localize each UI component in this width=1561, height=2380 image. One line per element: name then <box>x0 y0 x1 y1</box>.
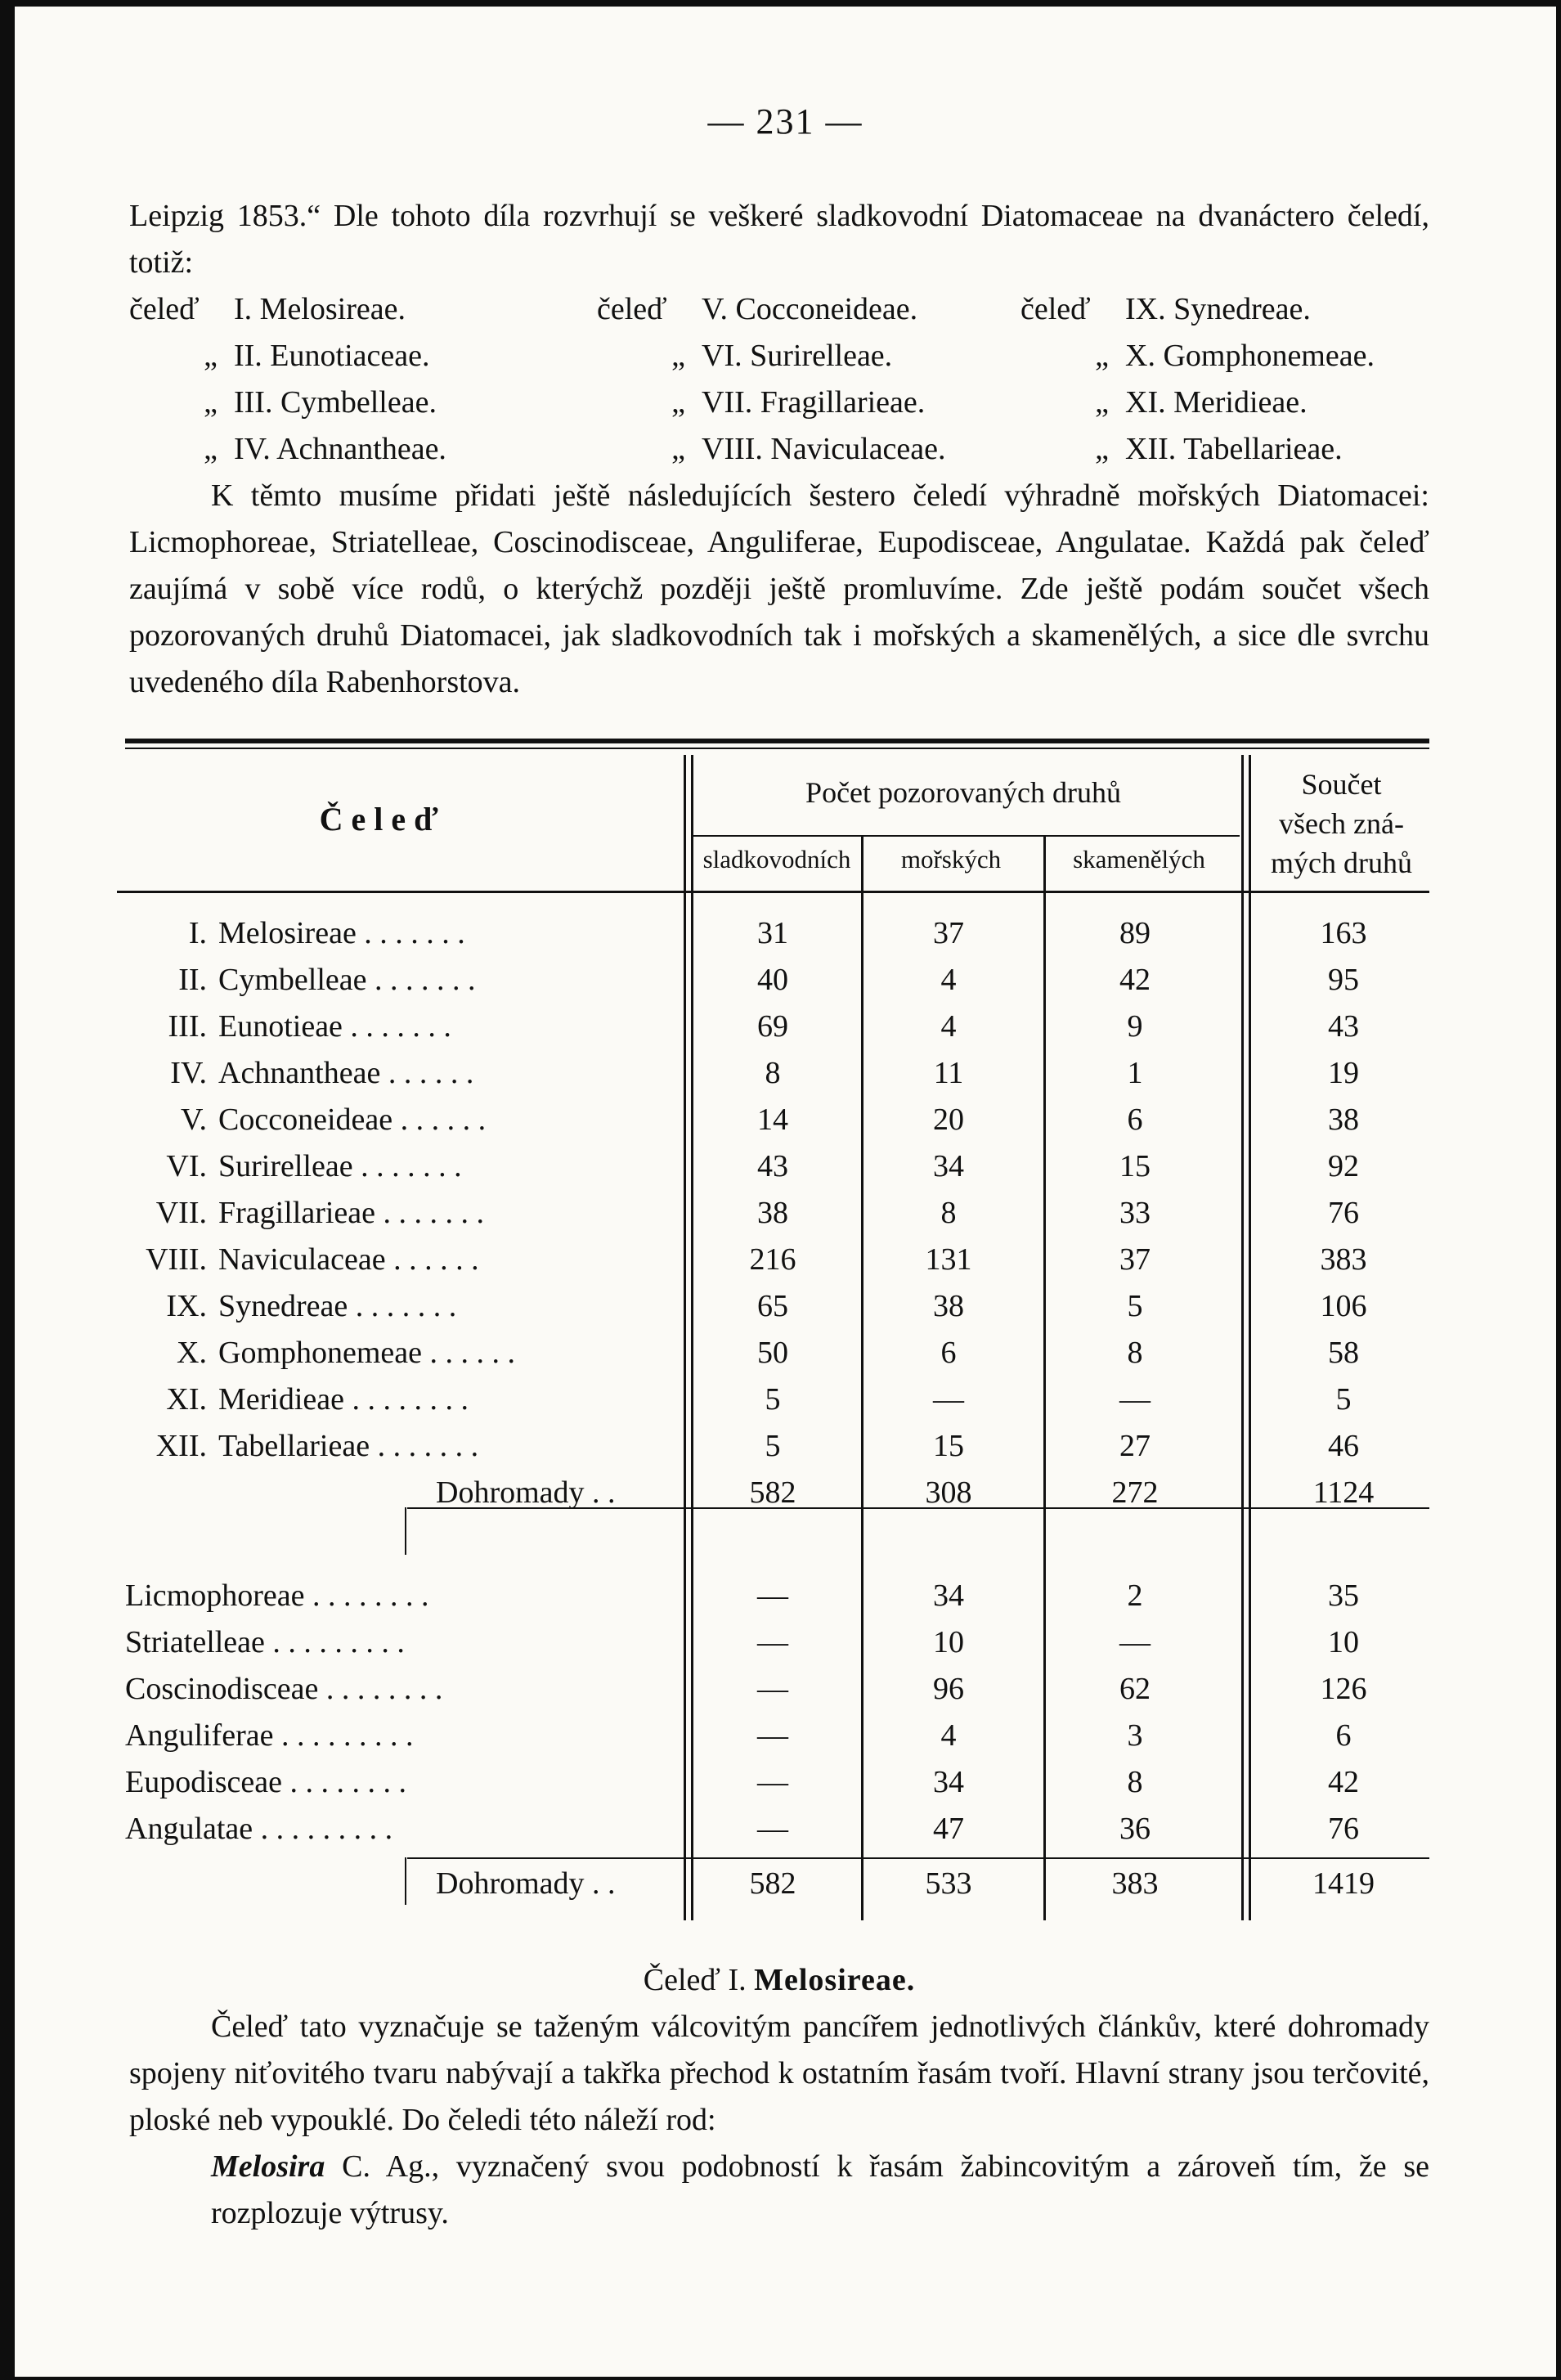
value-total: 58 <box>1328 1336 1359 1370</box>
family-entry <box>597 333 1020 379</box>
section-melosireae <box>129 1957 1429 2237</box>
value-freshwater: 5 <box>765 1429 781 1463</box>
value-marine: 47 <box>933 1812 964 1846</box>
value-freshwater: 216 <box>749 1242 796 1277</box>
family-name: VII. Fragillarieae. <box>702 385 926 420</box>
family-name: II. Eunotiaceae. <box>234 339 430 373</box>
value-fossil: 5 <box>1127 1289 1143 1323</box>
table-row <box>117 1423 1429 1470</box>
family-prefix: „ <box>204 339 218 373</box>
value-fossil: 37 <box>1119 1242 1151 1277</box>
value-fossil: 383 <box>1111 1866 1159 1901</box>
row-family-name: Angulatae . . . . . . . . . <box>125 1812 393 1846</box>
section-title <box>129 1957 1429 2004</box>
value-marine: 20 <box>933 1102 964 1137</box>
page-number: — 231 — <box>707 101 863 141</box>
value-total: 163 <box>1320 916 1367 950</box>
total2-rule <box>407 1857 1429 1859</box>
header-skamenelych: skamenělých <box>1073 845 1205 873</box>
intro-paragraph <box>129 193 1429 286</box>
family-entry <box>129 286 597 333</box>
value-total: 43 <box>1328 1009 1359 1044</box>
table-row <box>117 1097 1429 1143</box>
row-family-name: Cymbelleae . . . . . . . <box>218 963 476 997</box>
header-soucet-line3: mých druhů <box>1271 846 1412 879</box>
family-entry <box>597 286 1020 333</box>
value-freshwater: 582 <box>749 1866 796 1901</box>
row-family-name: Striatelleae . . . . . . . . . <box>125 1625 405 1659</box>
value-total: 46 <box>1328 1429 1359 1463</box>
row-number: XII. <box>155 1429 207 1463</box>
value-marine: 38 <box>933 1289 964 1323</box>
family-prefix: „ <box>671 432 685 466</box>
row-family-name: Licmophoreae . . . . . . . . <box>125 1578 429 1613</box>
header-pocet: Počet pozorovaných druhů <box>805 776 1121 809</box>
family-entry <box>129 333 597 379</box>
value-total: 95 <box>1328 963 1359 997</box>
family-entry <box>129 426 597 473</box>
value-fossil: 272 <box>1111 1475 1159 1510</box>
table-top-rule-thin <box>125 748 1429 749</box>
family-entry <box>1020 333 1429 379</box>
table-row-marine <box>117 1619 1429 1666</box>
table-row <box>117 1237 1429 1283</box>
value-fossil: 1 <box>1127 1056 1143 1090</box>
value-freshwater: — <box>757 1812 788 1846</box>
family-name: VI. Surirelleae. <box>702 339 893 373</box>
family-name: VIII. Naviculaceae. <box>702 432 946 466</box>
value-total: 10 <box>1328 1625 1359 1659</box>
book-page <box>15 7 1556 2377</box>
row-family-name: Naviculaceae . . . . . . <box>218 1242 479 1277</box>
header-celed: Č e l e ď <box>319 801 438 837</box>
family-name: X. Gomphonemeae. <box>1125 339 1375 373</box>
value-total: 383 <box>1320 1242 1367 1277</box>
table-row-marine <box>117 1573 1429 1619</box>
table-subheader-line <box>692 835 1240 837</box>
table-row <box>117 1050 1429 1097</box>
table-row-marine <box>117 1713 1429 1759</box>
value-freshwater: 8 <box>765 1056 781 1090</box>
row-family-name: Synedreae . . . . . . . <box>218 1289 457 1323</box>
row-number: X. <box>177 1336 207 1370</box>
table-row-marine <box>117 1666 1429 1713</box>
table-row <box>117 1376 1429 1423</box>
value-marine: 308 <box>925 1475 972 1510</box>
table-row <box>117 1004 1429 1050</box>
family-name: XI. Meridieae. <box>1125 385 1308 420</box>
value-freshwater: — <box>757 1672 788 1706</box>
family-row <box>129 286 1429 333</box>
family-prefix: čeleď <box>129 292 200 326</box>
family-row <box>129 379 1429 426</box>
value-total: 92 <box>1328 1149 1359 1183</box>
family-row <box>129 333 1429 379</box>
value-fossil: — <box>1119 1382 1151 1417</box>
section-title-name: Melosireae. <box>754 1963 916 1997</box>
row-family-name: Coscinodisceae . . . . . . . . <box>125 1672 443 1706</box>
value-total: 76 <box>1328 1196 1359 1230</box>
row-family-name: Achnantheae . . . . . . <box>218 1056 474 1090</box>
row-number: IX. <box>166 1289 207 1323</box>
table-top-rule <box>125 739 1429 743</box>
value-total: 38 <box>1328 1102 1359 1137</box>
family-entry <box>597 379 1020 426</box>
row-number: V. <box>180 1102 207 1137</box>
value-freshwater: — <box>757 1578 788 1613</box>
row-family-name: Meridieae . . . . . . . . <box>218 1382 469 1417</box>
table-row <box>117 1330 1429 1376</box>
value-marine: 8 <box>940 1196 957 1230</box>
value-freshwater: 65 <box>757 1289 788 1323</box>
value-fossil: 8 <box>1127 1765 1143 1799</box>
value-fossil: 27 <box>1119 1429 1151 1463</box>
value-fossil: 2 <box>1127 1578 1143 1613</box>
family-entry <box>1020 426 1429 473</box>
row-family-name: Melosireae . . . . . . . <box>218 916 465 950</box>
value-freshwater: 40 <box>757 963 788 997</box>
value-marine: 96 <box>933 1672 964 1706</box>
value-freshwater: 50 <box>757 1336 788 1370</box>
row-family-name: Anguliferae . . . . . . . . . <box>125 1718 414 1753</box>
value-fossil: 3 <box>1127 1718 1143 1753</box>
table-row <box>117 1143 1429 1190</box>
row-number: VIII. <box>146 1242 207 1277</box>
row-number: XI. <box>166 1382 207 1417</box>
value-total: 19 <box>1328 1056 1359 1090</box>
row-family-name: Eupodisceae . . . . . . . . <box>125 1765 407 1799</box>
family-name: XII. Tabellarieae. <box>1125 432 1343 466</box>
value-freshwater: 582 <box>749 1475 796 1510</box>
value-freshwater: — <box>757 1625 788 1659</box>
value-total: 1124 <box>1312 1475 1375 1510</box>
family-prefix: „ <box>204 385 218 420</box>
row-family-name: Fragillarieae . . . . . . . <box>218 1196 485 1230</box>
family-row <box>129 426 1429 473</box>
value-marine: 34 <box>933 1578 964 1613</box>
family-name: I. Melosireae. <box>234 292 406 326</box>
value-fossil: 36 <box>1119 1812 1151 1846</box>
value-freshwater: 31 <box>757 916 788 950</box>
row-number: IV. <box>170 1056 207 1090</box>
species-count-table <box>117 739 1429 1941</box>
value-freshwater: 43 <box>757 1149 788 1183</box>
value-marine: 37 <box>933 916 964 950</box>
family-entry <box>129 379 597 426</box>
value-marine: 15 <box>933 1429 964 1463</box>
value-freshwater: 5 <box>765 1382 781 1417</box>
family-name: IX. Synedreae. <box>1125 292 1311 326</box>
family-prefix: „ <box>1095 432 1109 466</box>
family-entry <box>597 426 1020 473</box>
row-number: VII. <box>155 1196 207 1230</box>
family-prefix: čeleď <box>1020 292 1091 326</box>
value-marine: 6 <box>940 1336 957 1370</box>
row-number: II. <box>178 963 207 997</box>
family-name: IV. Achnantheae. <box>234 432 446 466</box>
value-total: 126 <box>1320 1672 1367 1706</box>
value-freshwater: — <box>757 1718 788 1753</box>
value-marine: 10 <box>933 1625 964 1659</box>
intro-text: Leipzig 1853.“ Dle tohoto díla rozvrhují se veškeré sladkovodní Diatomaceae na dvanáctero čeledí, totiž: <box>129 199 1429 280</box>
total-row-freshwater <box>117 1470 1429 1516</box>
value-fossil: 15 <box>1119 1149 1151 1183</box>
value-total: 1419 <box>1312 1866 1375 1901</box>
table-row-marine <box>117 1759 1429 1806</box>
value-fossil: 9 <box>1127 1009 1143 1044</box>
header-soucet <box>1254 765 1429 882</box>
value-freshwater: — <box>757 1765 788 1799</box>
table-row <box>117 1190 1429 1237</box>
value-fossil: 8 <box>1127 1336 1143 1370</box>
family-entry <box>1020 379 1429 426</box>
family-prefix: čeleď <box>597 292 667 326</box>
row-number: I. <box>188 916 207 950</box>
header-morskych: mořských <box>900 845 1002 873</box>
header-soucet-line1: Součet <box>1301 768 1382 801</box>
value-total: 5 <box>1335 1382 1352 1417</box>
family-prefix: „ <box>1095 385 1109 420</box>
total-row-all <box>117 1861 1429 1907</box>
family-entry <box>1020 286 1429 333</box>
row-family-name: Surirelleae . . . . . . . <box>218 1149 462 1183</box>
row-family-name: Tabellarieae . . . . . . . <box>218 1429 479 1463</box>
row-number: VI. <box>166 1149 207 1183</box>
row-family-name: Gomphonemeae . . . . . . <box>218 1336 516 1370</box>
total-label: Dohromady . . <box>436 1475 616 1510</box>
header-sladkovodnich: sladkovodních <box>702 845 851 873</box>
value-marine: 4 <box>940 1009 957 1044</box>
value-fossil: — <box>1119 1625 1151 1659</box>
genus-name: Melosira <box>211 2149 325 2184</box>
section-title-prefix: Čeleď I. <box>643 1963 747 1997</box>
value-marine: 34 <box>933 1149 964 1183</box>
family-name: V. Cocconeideae. <box>702 292 918 326</box>
value-marine: 34 <box>933 1765 964 1799</box>
family-prefix: „ <box>204 432 218 466</box>
second-paragraph <box>129 473 1429 706</box>
value-marine: 11 <box>933 1056 964 1090</box>
value-total: 106 <box>1320 1289 1367 1323</box>
section-body-text: Čeleď tato vyznačuje se taženým válcovitým pancířem jednotlivých článkův, které dohromady spojeny niťovitého tvaru nabývají a takřka přechod k ostatním řasám tvoří. Hlavní strany jsou terčovité, ploské neb vypouklé. Do čeledi této náleží rod: <box>129 2010 1429 2137</box>
value-marine: 4 <box>940 1718 957 1753</box>
genus-paragraph <box>129 2144 1429 2237</box>
value-fossil: 6 <box>1127 1102 1143 1137</box>
value-fossil: 33 <box>1119 1196 1151 1230</box>
genus-text: C. Ag., vyznačený svou podobností k řasám žabincovitým a zároveň tím, že se rozplozuje výtrusy. <box>211 2149 1430 2230</box>
value-marine: 4 <box>940 963 957 997</box>
table-row-marine <box>117 1806 1429 1852</box>
second-paragraph-text: K těmto musíme přidati ještě následujících šestero čeledí výhradně mořských Diatomacei: Licmophoreae, Striatelleae, Coscinodisceae, Anguliferae, Eupodisceae, Angulatae. Každá pak čeleď zaujímá v sobě více rodů, o kterýchž později ještě promluvíme. Zde ještě podám součet všech pozorovaných druhů Diatomacei, jak sladkovodních tak i mořských a skamenělých, a sice dle svrchu uvedeného díla Rabenhorstova. <box>129 478 1429 699</box>
value-freshwater: 14 <box>757 1102 788 1137</box>
total-label: Dohromady . . <box>436 1866 616 1901</box>
header-soucet-line2: všech zná- <box>1279 807 1404 840</box>
family-prefix: „ <box>671 385 685 420</box>
table-row <box>117 910 1429 957</box>
family-name: III. Cymbelleae. <box>234 385 437 420</box>
value-freshwater: 69 <box>757 1009 788 1044</box>
value-marine: — <box>933 1382 964 1417</box>
table-row <box>117 957 1429 1004</box>
table-row <box>117 1283 1429 1330</box>
value-marine: 533 <box>925 1866 972 1901</box>
value-freshwater: 38 <box>757 1196 788 1230</box>
row-number: III. <box>168 1009 207 1044</box>
value-total: 6 <box>1335 1718 1352 1753</box>
value-fossil: 42 <box>1119 963 1151 997</box>
family-list <box>129 286 1429 473</box>
row-family-name: Cocconeideae . . . . . . <box>218 1102 487 1137</box>
value-total: 35 <box>1328 1578 1359 1613</box>
row-family-name: Eunotieae . . . . . . . <box>218 1009 451 1044</box>
family-prefix: „ <box>671 339 685 373</box>
table-header-bottom-rule <box>117 891 1429 893</box>
value-marine: 131 <box>925 1242 972 1277</box>
value-total: 76 <box>1328 1812 1359 1846</box>
value-total: 42 <box>1328 1765 1359 1799</box>
family-prefix: „ <box>1095 339 1109 373</box>
value-fossil: 62 <box>1119 1672 1151 1706</box>
value-fossil: 89 <box>1119 916 1151 950</box>
section-body <box>129 2004 1429 2144</box>
